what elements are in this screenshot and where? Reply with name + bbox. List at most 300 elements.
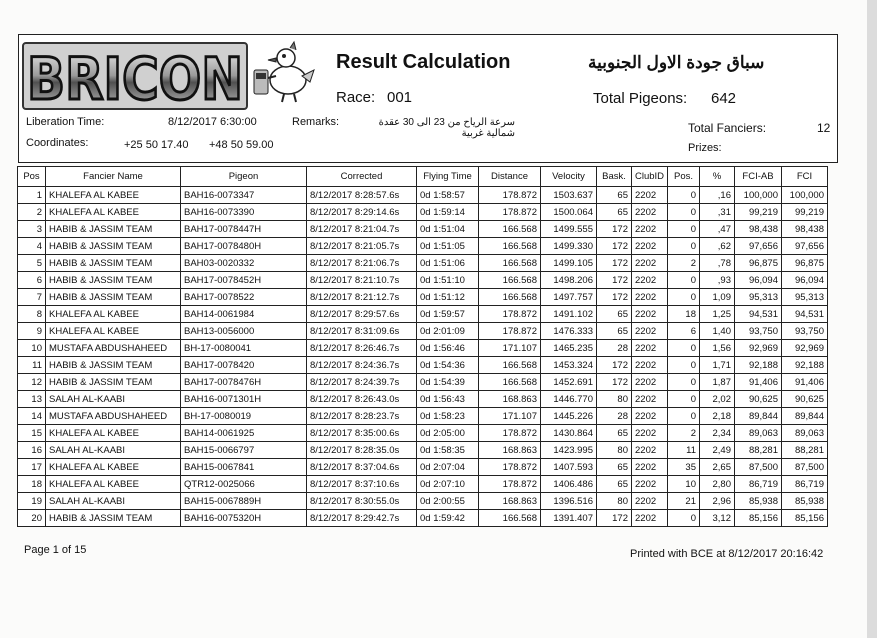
table-cell: 172 xyxy=(597,357,632,374)
table-cell: 178.872 xyxy=(479,459,541,476)
table-cell: 1391.407 xyxy=(541,510,597,527)
table-cell: 172 xyxy=(597,374,632,391)
table-cell: 1499.105 xyxy=(541,255,597,272)
table-cell: 0 xyxy=(668,357,700,374)
table-cell: 90,625 xyxy=(782,391,828,408)
table-cell: 166.568 xyxy=(479,374,541,391)
table-cell: 2202 xyxy=(632,374,668,391)
table-cell: 6 xyxy=(668,323,700,340)
table-cell: 166.568 xyxy=(479,357,541,374)
table-cell: 15 xyxy=(18,425,46,442)
table-cell: BAH16-0075320H xyxy=(181,510,307,527)
table-cell: 0 xyxy=(668,510,700,527)
printed-info: Printed with BCE at 8/12/2017 20:16:42 xyxy=(630,548,824,560)
table-cell: 0 xyxy=(668,408,700,425)
table-cell: KHALEFA AL KABEE xyxy=(46,476,181,493)
table-cell: 85,938 xyxy=(735,493,782,510)
table-cell: 0d 1:51:06 xyxy=(417,255,479,272)
table-cell: 172 xyxy=(597,289,632,306)
table-cell: 89,063 xyxy=(735,425,782,442)
table-cell: 1453.324 xyxy=(541,357,597,374)
table-cell: 8/12/2017 8:21:04.7s xyxy=(307,221,417,238)
table-header-row xyxy=(18,167,828,187)
table-row xyxy=(18,187,828,204)
table-cell: 0 xyxy=(668,221,700,238)
table-cell: HABIB & JASSIM TEAM xyxy=(46,238,181,255)
table-cell: 0d 1:54:39 xyxy=(417,374,479,391)
table-cell: 93,750 xyxy=(782,323,828,340)
table-cell: 0 xyxy=(668,204,700,221)
table-cell: 172 xyxy=(597,238,632,255)
table-row xyxy=(18,442,828,459)
table-cell: 0d 1:56:43 xyxy=(417,391,479,408)
table-cell: 9 xyxy=(18,323,46,340)
table-row xyxy=(18,476,828,493)
table-cell: 1446.770 xyxy=(541,391,597,408)
table-cell: 0d 1:59:14 xyxy=(417,204,479,221)
table-cell: 8/12/2017 8:24:36.7s xyxy=(307,357,417,374)
table-cell: 1445.226 xyxy=(541,408,597,425)
table-row xyxy=(18,306,828,323)
table-cell: 99,219 xyxy=(735,204,782,221)
table-cell: 20 xyxy=(18,510,46,527)
table-cell: 2202 xyxy=(632,187,668,204)
table-cell: 168.863 xyxy=(479,493,541,510)
table-cell: 100,000 xyxy=(782,187,828,204)
table-cell: ,47 xyxy=(700,221,735,238)
table-cell: 0d 2:07:04 xyxy=(417,459,479,476)
table-cell: ,93 xyxy=(700,272,735,289)
liberation-label: Liberation Time: xyxy=(26,116,105,128)
table-cell: 6 xyxy=(18,272,46,289)
table-cell: 8/12/2017 8:21:10.7s xyxy=(307,272,417,289)
table-cell: KHALEFA AL KABEE xyxy=(46,459,181,476)
table-cell: 86,719 xyxy=(782,476,828,493)
table-cell: BAH16-0071301H xyxy=(181,391,307,408)
column-header: Pigeon xyxy=(181,167,307,187)
table-cell: 2202 xyxy=(632,357,668,374)
table-cell: 2202 xyxy=(632,323,668,340)
table-row xyxy=(18,289,828,306)
table-cell: 80 xyxy=(597,442,632,459)
table-cell: BAH16-0073347 xyxy=(181,187,307,204)
table-cell: BAH17-0078480H xyxy=(181,238,307,255)
total-pigeons-value: 642 xyxy=(711,90,737,107)
table-cell: BH-17-0080041 xyxy=(181,340,307,357)
table-cell: 2202 xyxy=(632,255,668,272)
table-cell: 8/12/2017 8:28:57.6s xyxy=(307,187,417,204)
table-row xyxy=(18,340,828,357)
table-cell: 0d 1:54:36 xyxy=(417,357,479,374)
table-cell: HABIB & JASSIM TEAM xyxy=(46,221,181,238)
table-cell: 85,156 xyxy=(735,510,782,527)
table-cell: 0d 1:51:12 xyxy=(417,289,479,306)
table-cell: 2 xyxy=(668,425,700,442)
svg-text:BRICON: BRICON xyxy=(27,45,243,113)
table-cell: 0d 1:51:04 xyxy=(417,221,479,238)
table-cell: 21 xyxy=(668,493,700,510)
table-cell: BAH17-0078476H xyxy=(181,374,307,391)
table-cell: 1,25 xyxy=(700,306,735,323)
table-cell: 92,969 xyxy=(782,340,828,357)
table-cell: 1 xyxy=(18,187,46,204)
table-cell: 4 xyxy=(18,238,46,255)
table-cell: 8/12/2017 8:28:35.0s xyxy=(307,442,417,459)
table-cell: 2,34 xyxy=(700,425,735,442)
table-cell: 8/12/2017 8:26:43.0s xyxy=(307,391,417,408)
table-cell: KHALEFA AL KABEE xyxy=(46,187,181,204)
table-cell: BAH14-0061925 xyxy=(181,425,307,442)
table-cell: 17 xyxy=(18,459,46,476)
table-cell: 1497.757 xyxy=(541,289,597,306)
table-cell: 99,219 xyxy=(782,204,828,221)
table-cell: 8/12/2017 8:21:05.7s xyxy=(307,238,417,255)
table-cell: 91,406 xyxy=(735,374,782,391)
table-cell: 0d 1:58:57 xyxy=(417,187,479,204)
table-cell: 0 xyxy=(668,272,700,289)
table-cell: 2202 xyxy=(632,306,668,323)
table-cell: 2202 xyxy=(632,476,668,493)
table-cell: 95,313 xyxy=(782,289,828,306)
table-cell: SALAH AL-KAABI xyxy=(46,391,181,408)
table-cell: BAH15-0066797 xyxy=(181,442,307,459)
table-cell: BAH17-0078420 xyxy=(181,357,307,374)
table-cell: 1,71 xyxy=(700,357,735,374)
table-cell: 2202 xyxy=(632,408,668,425)
table-cell: BAH16-0073390 xyxy=(181,204,307,221)
column-header: Bask. xyxy=(597,167,632,187)
table-cell: MUSTAFA ABDUSHAHEED xyxy=(46,340,181,357)
table-row xyxy=(18,510,828,527)
table-cell: BAH14-0061984 xyxy=(181,306,307,323)
table-cell: 166.568 xyxy=(479,238,541,255)
table-cell: 13 xyxy=(18,391,46,408)
table-cell: 5 xyxy=(18,255,46,272)
table-cell: 0 xyxy=(668,374,700,391)
table-cell: 178.872 xyxy=(479,306,541,323)
table-cell: 10 xyxy=(18,340,46,357)
column-header: FCI xyxy=(782,167,828,187)
table-cell: 100,000 xyxy=(735,187,782,204)
table-cell: 8/12/2017 8:29:42.7s xyxy=(307,510,417,527)
table-cell: 85,938 xyxy=(782,493,828,510)
table-cell: 65 xyxy=(597,187,632,204)
table-cell: 178.872 xyxy=(479,187,541,204)
table-cell: 65 xyxy=(597,323,632,340)
table-cell: KHALEFA AL KABEE xyxy=(46,306,181,323)
table-cell: 87,500 xyxy=(735,459,782,476)
table-row xyxy=(18,391,828,408)
total-fanciers-label: Total Fanciers: xyxy=(688,121,767,135)
table-cell: SALAH AL-KAABI xyxy=(46,442,181,459)
table-cell: 1491.102 xyxy=(541,306,597,323)
table-cell: 2202 xyxy=(632,340,668,357)
table-cell: 97,656 xyxy=(735,238,782,255)
table-cell: QTR12-0025066 xyxy=(181,476,307,493)
page-indicator: Page 1 of 15 xyxy=(24,544,87,556)
table-row xyxy=(18,204,828,221)
report-title: Result Calculation xyxy=(336,51,511,73)
bricon-logo xyxy=(22,42,248,113)
table-cell: SALAH AL-KAABI xyxy=(46,493,181,510)
total-pigeons-label: Total Pigeons: xyxy=(593,90,688,107)
table-cell: HABIB & JASSIM TEAM xyxy=(46,374,181,391)
table-cell: 178.872 xyxy=(479,425,541,442)
table-cell: 1503.637 xyxy=(541,187,597,204)
table-cell: 65 xyxy=(597,306,632,323)
page-edge xyxy=(867,0,877,638)
table-cell: 2202 xyxy=(632,391,668,408)
table-cell: 172 xyxy=(597,255,632,272)
table-row xyxy=(18,221,828,238)
race-name-arabic: سباق جودة الاول الجنوبية xyxy=(588,53,765,72)
table-body xyxy=(18,187,828,527)
table-cell: 89,844 xyxy=(735,408,782,425)
table-cell: 172 xyxy=(597,510,632,527)
table-cell: 91,406 xyxy=(782,374,828,391)
table-cell: 96,875 xyxy=(735,255,782,272)
table-cell: 80 xyxy=(597,391,632,408)
table-cell: 2202 xyxy=(632,493,668,510)
table-cell: 8/12/2017 8:26:46.7s xyxy=(307,340,417,357)
column-header: Corrected xyxy=(307,167,417,187)
table-cell: 2202 xyxy=(632,459,668,476)
table-cell: 0 xyxy=(668,238,700,255)
table-cell: 171.107 xyxy=(479,408,541,425)
table-cell: 0d 1:58:23 xyxy=(417,408,479,425)
table-cell: KHALEFA AL KABEE xyxy=(46,425,181,442)
table-cell: 0d 1:59:57 xyxy=(417,306,479,323)
table-cell: 1423.995 xyxy=(541,442,597,459)
column-header: Pos. xyxy=(668,167,700,187)
table-cell: BAH17-0078447H xyxy=(181,221,307,238)
table-cell: 19 xyxy=(18,493,46,510)
table-cell: 1452.691 xyxy=(541,374,597,391)
table-cell: 1498.206 xyxy=(541,272,597,289)
table-cell: 92,188 xyxy=(735,357,782,374)
table-cell: 2202 xyxy=(632,238,668,255)
table-cell: 1500.064 xyxy=(541,204,597,221)
table-cell: 166.568 xyxy=(479,272,541,289)
total-fanciers-value: 12 xyxy=(817,121,831,135)
table-row xyxy=(18,425,828,442)
table-cell: 65 xyxy=(597,459,632,476)
table-cell: BAH15-0067841 xyxy=(181,459,307,476)
table-cell: 89,844 xyxy=(782,408,828,425)
table-cell: 2202 xyxy=(632,221,668,238)
table-row xyxy=(18,255,828,272)
table-cell: 12 xyxy=(18,374,46,391)
coordinate-latitude: +25 50 17.40 xyxy=(124,139,189,151)
table-cell: 87,500 xyxy=(782,459,828,476)
table-cell: 2202 xyxy=(632,425,668,442)
prizes-label: Prizes: xyxy=(688,142,722,154)
table-cell: BAH17-0078452H xyxy=(181,272,307,289)
table-cell: 172 xyxy=(597,221,632,238)
race-label: Race: xyxy=(336,89,376,106)
table-cell: 96,094 xyxy=(735,272,782,289)
table-cell: 3 xyxy=(18,221,46,238)
table-cell: 8/12/2017 8:31:09.6s xyxy=(307,323,417,340)
table-cell: 2 xyxy=(668,255,700,272)
table-cell: 1465.235 xyxy=(541,340,597,357)
column-header: Flying Time xyxy=(417,167,479,187)
table-cell: 1499.330 xyxy=(541,238,597,255)
table-cell: 98,438 xyxy=(782,221,828,238)
table-cell: BAH13-0056000 xyxy=(181,323,307,340)
table-cell: 166.568 xyxy=(479,289,541,306)
table-cell: BAH15-0067889H xyxy=(181,493,307,510)
table-cell: 65 xyxy=(597,476,632,493)
table-cell: 178.872 xyxy=(479,476,541,493)
table-cell: 178.872 xyxy=(479,204,541,221)
table-cell: 18 xyxy=(18,476,46,493)
table-cell: 8/12/2017 8:29:14.6s xyxy=(307,204,417,221)
table-cell: 0d 1:51:10 xyxy=(417,272,479,289)
table-row xyxy=(18,459,828,476)
table-cell: 8/12/2017 8:21:06.7s xyxy=(307,255,417,272)
table-cell: 8/12/2017 8:35:00.6s xyxy=(307,425,417,442)
table-cell: HABIB & JASSIM TEAM xyxy=(46,357,181,374)
table-cell: ,62 xyxy=(700,238,735,255)
column-header: ClubID xyxy=(632,167,668,187)
remarks-value: سرعة الرياح من 23 الى 30 عقدة شمالية غربية xyxy=(378,117,515,139)
table-cell: 8 xyxy=(18,306,46,323)
remarks-label: Remarks: xyxy=(292,116,340,128)
table-cell: 14 xyxy=(18,408,46,425)
table-cell: 89,063 xyxy=(782,425,828,442)
table-row xyxy=(18,238,828,255)
table-cell: 1476.333 xyxy=(541,323,597,340)
table-cell: 2202 xyxy=(632,204,668,221)
table-cell: BH-17-0080019 xyxy=(181,408,307,425)
table-cell: 65 xyxy=(597,425,632,442)
table-cell: 1430.864 xyxy=(541,425,597,442)
table-cell: 2202 xyxy=(632,272,668,289)
table-cell: 1406.486 xyxy=(541,476,597,493)
table-cell: 28 xyxy=(597,340,632,357)
table-cell: 0d 1:51:05 xyxy=(417,238,479,255)
table-cell: 1,87 xyxy=(700,374,735,391)
table-row xyxy=(18,493,828,510)
column-header: Velocity xyxy=(541,167,597,187)
table-row xyxy=(18,374,828,391)
table-cell: 98,438 xyxy=(735,221,782,238)
table-cell: 35 xyxy=(668,459,700,476)
table-cell: 96,094 xyxy=(782,272,828,289)
table-cell: 0 xyxy=(668,391,700,408)
table-cell: 168.863 xyxy=(479,391,541,408)
table-cell: 7 xyxy=(18,289,46,306)
table-cell: BAH17-0078522 xyxy=(181,289,307,306)
liberation-value: 8/12/2017 6:30:00 xyxy=(168,116,257,128)
table-cell: 8/12/2017 8:24:39.7s xyxy=(307,374,417,391)
table-cell: 11 xyxy=(668,442,700,459)
table-cell: 0d 1:59:42 xyxy=(417,510,479,527)
table-cell: 94,531 xyxy=(782,306,828,323)
table-row xyxy=(18,272,828,289)
table-cell: 8/12/2017 8:29:57.6s xyxy=(307,306,417,323)
table-cell: 2,49 xyxy=(700,442,735,459)
table-cell: 16 xyxy=(18,442,46,459)
table-cell: 8/12/2017 8:21:12.7s xyxy=(307,289,417,306)
table-cell: ,16 xyxy=(700,187,735,204)
table-cell: ,31 xyxy=(700,204,735,221)
table-cell: MUSTAFA ABDUSHAHEED xyxy=(46,408,181,425)
table-cell: 97,656 xyxy=(782,238,828,255)
table-cell: 88,281 xyxy=(735,442,782,459)
table-row xyxy=(18,357,828,374)
table-cell: 1,40 xyxy=(700,323,735,340)
table-cell: 95,313 xyxy=(735,289,782,306)
table-cell: HABIB & JASSIM TEAM xyxy=(46,289,181,306)
table-cell: 3,12 xyxy=(700,510,735,527)
table-cell: 88,281 xyxy=(782,442,828,459)
table-cell: 86,719 xyxy=(735,476,782,493)
table-row xyxy=(18,408,828,425)
table-cell: 2202 xyxy=(632,289,668,306)
table-cell: 0 xyxy=(668,340,700,357)
table-cell: 8/12/2017 8:28:23.7s xyxy=(307,408,417,425)
table-cell: 1396.516 xyxy=(541,493,597,510)
table-cell: 2 xyxy=(18,204,46,221)
table-cell: 8/12/2017 8:37:04.6s xyxy=(307,459,417,476)
table-cell: 65 xyxy=(597,204,632,221)
coordinates-label: Coordinates: xyxy=(26,137,89,149)
table-cell: 11 xyxy=(18,357,46,374)
table-cell: 0d 2:07:10 xyxy=(417,476,479,493)
table-cell: HABIB & JASSIM TEAM xyxy=(46,510,181,527)
table-cell: 0 xyxy=(668,289,700,306)
table-cell: 92,188 xyxy=(782,357,828,374)
table-cell: 85,156 xyxy=(782,510,828,527)
table-cell: KHALEFA AL KABEE xyxy=(46,204,181,221)
table-cell: 171.107 xyxy=(479,340,541,357)
table-cell: 172 xyxy=(597,272,632,289)
table-cell: 0d 2:01:09 xyxy=(417,323,479,340)
table-cell: 28 xyxy=(597,408,632,425)
table-cell: 166.568 xyxy=(479,221,541,238)
table-cell: 168.863 xyxy=(479,442,541,459)
table-cell: 2,65 xyxy=(700,459,735,476)
table-cell: 1,09 xyxy=(700,289,735,306)
table-cell: 80 xyxy=(597,493,632,510)
table-cell: ,78 xyxy=(700,255,735,272)
table-cell: 178.872 xyxy=(479,323,541,340)
table-cell: 10 xyxy=(668,476,700,493)
table-cell: 2,18 xyxy=(700,408,735,425)
column-header: Pos xyxy=(18,167,46,187)
table-cell: 1499.555 xyxy=(541,221,597,238)
table-cell: 18 xyxy=(668,306,700,323)
results-table xyxy=(17,166,828,527)
table-cell: KHALEFA AL KABEE xyxy=(46,323,181,340)
column-header: % xyxy=(700,167,735,187)
table-cell: 0 xyxy=(668,187,700,204)
column-header: FCI-AB xyxy=(735,167,782,187)
table-cell: 92,969 xyxy=(735,340,782,357)
table-cell: 2,96 xyxy=(700,493,735,510)
table-cell: 0d 2:00:55 xyxy=(417,493,479,510)
table-cell: BAH03-0020332 xyxy=(181,255,307,272)
table-cell: 166.568 xyxy=(479,510,541,527)
table-cell: 2202 xyxy=(632,442,668,459)
table-cell: 2,80 xyxy=(700,476,735,493)
column-header: Distance xyxy=(479,167,541,187)
table-cell: 0d 1:58:35 xyxy=(417,442,479,459)
table-cell: 94,531 xyxy=(735,306,782,323)
column-header: Fancier Name xyxy=(46,167,181,187)
